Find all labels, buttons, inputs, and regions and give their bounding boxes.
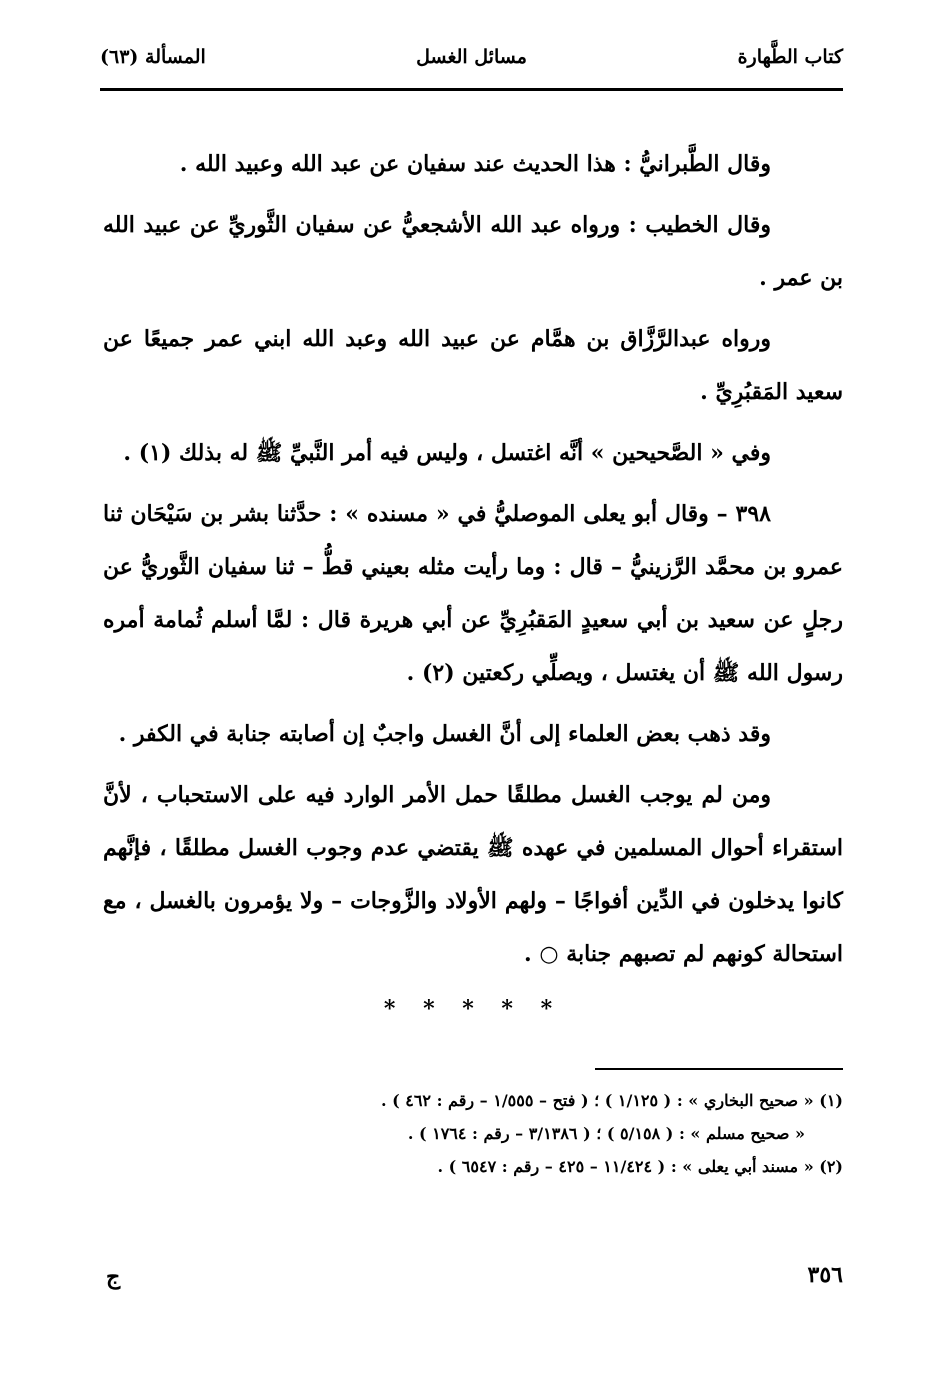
paragraph-tabarani: وقال الطَّبرانيُّ : هذا الحديث عند سفيان عن عبد الله وعبيد الله . xyxy=(179,151,771,177)
paragraph-khatib: وقال الخطيب : ورواه عبد الله الأشجعيُّ عن سفيان الثَّوريِّ عن عبيد الله بن عمر . xyxy=(103,212,843,291)
paragraph-scholars: وقد ذهب بعض العلماء إلى أنَّ الغسل واجبٌ إن أصابته جنابة في الكفر . xyxy=(118,721,771,747)
issue-label: المسألة (٦٣) xyxy=(100,46,206,68)
footnote-1-continued: « صحيح مسلم » : ( ٥/١٥٨ ) ؛ ( ٣/١٣٨٦ – رقم : ١٧٦٤ ) . xyxy=(407,1124,805,1143)
paragraph-hadith-398: ٣٩٨ – وقال أبو يعلى الموصليُّ في « مسنده » : حدَّثنا بشر بن سَيْحَان ثنا عمرو بن محمَّد الرَّزينيُّ – قال : وما رأيت مثله بعيني قطُّ – ثنا سفيان الثَّوريُّ عن رجلٍ عن سعيد بن أبي سعيدٍ المَقبُرِيِّ عن أبي هريرة قال : لمَّا أسلم ثُمامة أمره رسول الله ﷺ أن يغتسل ، ويصلِّي ركعتين (٢) . xyxy=(103,501,844,686)
footnote-1: (١) « صحيح البخاري » : ( ١/١٢٥ ) ؛ ( فتح – ١/٥٥٥ – رقم : ٤٦٢ ) . xyxy=(380,1091,843,1110)
footnote-divider xyxy=(595,1068,843,1070)
main-text xyxy=(103,138,843,981)
running-header xyxy=(100,40,843,88)
page-number: ٣٥٦ xyxy=(807,1262,843,1288)
paragraph-sahihain: وفي « الصَّحيحين » أنَّه اغتسل ، وليس فيه أمر النَّبيِّ ﷺ له بذلك (١) . xyxy=(123,440,771,466)
header-divider xyxy=(100,88,843,91)
chapter-title: مسائل الغسل xyxy=(416,46,527,68)
paragraph-abdulrazzaq: ورواه عبدالرَّزَّاق بن همَّام عن عبيد الله وعبد الله ابني عمر جميعًا عن سعيد المَقبُرِيِّ . xyxy=(103,326,843,405)
signature-mark: ج xyxy=(106,1264,121,1290)
paragraph-conclusion: ومن لم يوجب الغسل مطلقًا حمل الأمر الوارد فيه على الاستحباب ، لأنَّ استقراء أحوال المسلمين في عهده ﷺ يقتضي عدم وجوب الغسل مطلقًا ، فإنَّهم كانوا يدخلون في الدِّين أفواجًا – ولهم الأولاد والزَّوجات – ولا يؤمرون بالغسل ، مع استحالة كونهم لم تصبهم جنابة ○ . xyxy=(103,782,843,967)
book-title: كتاب الطَّهارة xyxy=(737,46,843,68)
footnote-2: (٢) « مسند أبي يعلى » : ( ١١/٤٢٤ – ٤٢٥ – رقم : ٦٥٤٧ ) . xyxy=(437,1157,843,1176)
footnotes xyxy=(100,1084,843,1183)
section-separator: * * * * * xyxy=(383,996,563,1022)
